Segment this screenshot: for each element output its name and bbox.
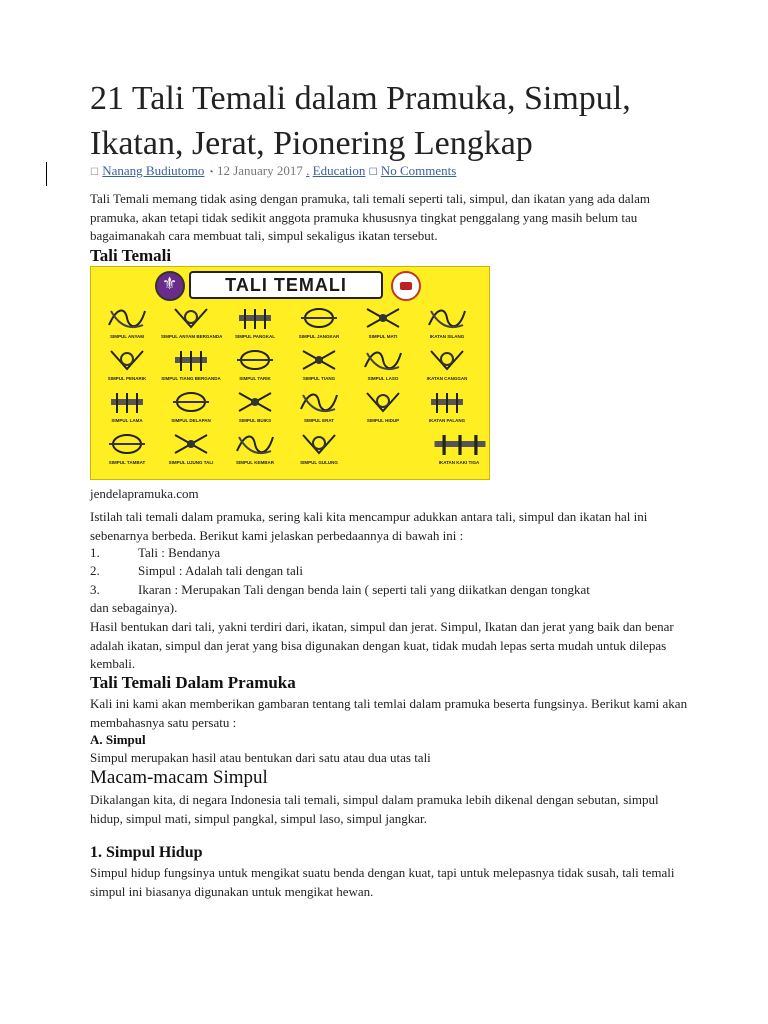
list-text: Tali : Bendanya	[138, 545, 221, 560]
list-number: 1.	[90, 545, 100, 560]
knot-picture	[297, 387, 341, 417]
comment-icon: ☐	[368, 167, 378, 178]
paragraph-intro-kinds: Kali ini kami akan memberikan gambaran tentang tali temlai dalam pramuka beserta fungsinya. Berikut kami akan membahasnya satu persatu :	[90, 696, 688, 730]
knots-illustration	[90, 266, 490, 480]
list-item	[90, 545, 220, 561]
knot-label: SIMPUL KEMBAR	[236, 460, 274, 465]
knot-picture	[169, 303, 213, 333]
post-meta	[90, 163, 456, 179]
knot-label: SIMPUL GULUNG	[300, 460, 338, 465]
meta-separator: .	[306, 163, 310, 178]
knot-label: SIMPUL BUIKS	[238, 418, 272, 423]
knot-picture	[169, 387, 213, 417]
knot-picture	[297, 429, 341, 459]
knot-label: SIMPUL ANYAM BERGANDA	[161, 334, 223, 339]
list-number: 3.	[90, 582, 100, 597]
list-item	[90, 563, 303, 579]
knot-picture	[105, 387, 149, 417]
knot-label: IKATAN PALANG	[428, 418, 466, 423]
knot-label: IKATAN SILANG	[429, 334, 465, 339]
subheading-simpul: A. Simpul	[90, 732, 146, 747]
post-date: 12 January 2017	[216, 163, 303, 178]
section-heading-macam-simpul: Macam-macam Simpul	[90, 767, 268, 788]
section-heading-dalam-pramuka: Tali Temali Dalam Pramuka	[90, 673, 296, 692]
paragraph-macam-simpul: Dikalangan kita, di negara Indonesia tali temali, simpul dalam pramuka lebih dikenal dengan sebutan, simpul hidup, simpul mati, simpul pangkal, simpul laso, simpul jangkar.	[90, 792, 659, 826]
text-cursor	[46, 162, 47, 186]
knot-picture	[169, 345, 213, 375]
knot-label: SIMPUL PANGKAL	[234, 334, 276, 339]
knot-label: SIMPUL ERAT	[303, 418, 335, 423]
comments-link[interactable]: No Comments	[380, 163, 457, 178]
section-heading-simpul-hidup: 1. Simpul Hidup	[90, 844, 203, 861]
knot-label: SIMPUL PENARIK	[107, 376, 147, 381]
knot-label: IKATAN CANGGAN	[426, 376, 468, 381]
knot-label: SIMPUL TAMBAT	[108, 460, 146, 465]
knot-picture	[233, 345, 277, 375]
list-item-continuation: dan sebagainya).	[90, 600, 178, 615]
knot-picture	[105, 429, 149, 459]
tunas-kelapa-logo-icon	[391, 271, 421, 301]
list-text: Ikaran : Merupakan Tali dengan benda lain ( seperti tali yang diikatkan dengan tongkat	[138, 582, 590, 597]
knot-picture	[233, 303, 277, 333]
knot-label: IKATAN KAKI TIGA	[438, 460, 480, 465]
knot-label: SIMPUL LAMA	[111, 418, 143, 423]
knot-picture	[425, 429, 495, 459]
list-item	[90, 582, 590, 598]
paragraph-difference: Istilah tali temali dalam pramuka, sering kali kita mencampur adukkan antara tali, simpul dan ikatan hal ini sebenarnya berbeda. Berikut kami jelaskan perbedaannya di bawah ini :	[90, 509, 648, 543]
knot-picture	[361, 387, 405, 417]
knot-picture	[297, 303, 341, 333]
knot-label: SIMPUL DELAPAN	[171, 418, 211, 423]
knot-label: SIMPUL JANGKAR	[298, 334, 340, 339]
section-heading-tali-temali: Tali Temali	[90, 246, 172, 265]
knot-label: SIMPUL HIDUP	[366, 418, 400, 423]
knot-picture	[361, 303, 405, 333]
knot-label: SIMPUL TIANG BERGANDA	[161, 376, 221, 381]
knot-picture	[297, 345, 341, 375]
knot-picture	[233, 387, 277, 417]
list-text: Simpul : Adalah tali dengan tali	[138, 563, 304, 578]
scout-logo-icon	[155, 271, 185, 301]
paragraph-results: Hasil bentukan dari tali, yakni terdiri dari, ikatan, simpul dan jerat. Simpul, Ikatan dan jerat yang baik dan benar adalah ikatan, simpul dan jerat yang bisa digunakan dengan kuat, tidak mudah lepas serta mudah untuk dilepas kembali.	[90, 619, 674, 672]
knot-label: SIMPUL LASO	[367, 376, 399, 381]
paragraph-simpul-hidup: Simpul hidup fungsinya untuk mengikat suatu benda dengan kuat, tapi untuk melepasnya tidak susah, tali temali simpul ini biasanya digunakan untuk mengikat hewan.	[90, 865, 675, 899]
knot-picture	[425, 387, 469, 417]
knot-picture	[169, 429, 213, 459]
paragraph-simpul-definition: Simpul merupakan hasil atau bentukan dari satu atau dua utas tali	[90, 750, 431, 765]
knot-label: SIMPUL TARIK	[239, 376, 271, 381]
knot-label: SIMPUL MATI	[368, 334, 398, 339]
knot-label: SIMPUL ANYAM	[109, 334, 145, 339]
person-icon: ☐	[90, 167, 99, 178]
figure-banner: TALI TEMALI	[189, 271, 383, 299]
knot-picture	[105, 303, 149, 333]
knot-picture	[425, 345, 469, 375]
knot-picture	[233, 429, 277, 459]
knot-label: SIMPUL TIANG	[302, 376, 336, 381]
knot-label: SIMPUL UJUNG TALI	[168, 460, 214, 465]
page-title: 21 Tali Temali dalam Pramuka, Simpul, Ikatan, Jerat, Pionering Lengkap	[90, 80, 631, 162]
knot-picture	[361, 345, 405, 375]
intro-paragraph: Tali Temali memang tidak asing dengan pramuka, tali temali seperti tali, simpul, dan ikatan yang ada dalam pramuka, akan tetapi tidak sedikit anggota pramuka khususnya tingkat penggalang yang masih belum tau bagaimanakah cara membuat tali, simpul sekaligus ikatan tersebut.	[90, 191, 651, 244]
author-link[interactable]: Nanang Budiutomo	[102, 163, 205, 178]
image-source: jendelapramuka.com	[90, 486, 199, 501]
knot-picture	[105, 345, 149, 375]
category-link[interactable]: Education	[312, 163, 366, 178]
knot-picture	[425, 303, 469, 333]
clock-icon: ◔	[207, 167, 214, 178]
list-number: 2.	[90, 563, 100, 578]
